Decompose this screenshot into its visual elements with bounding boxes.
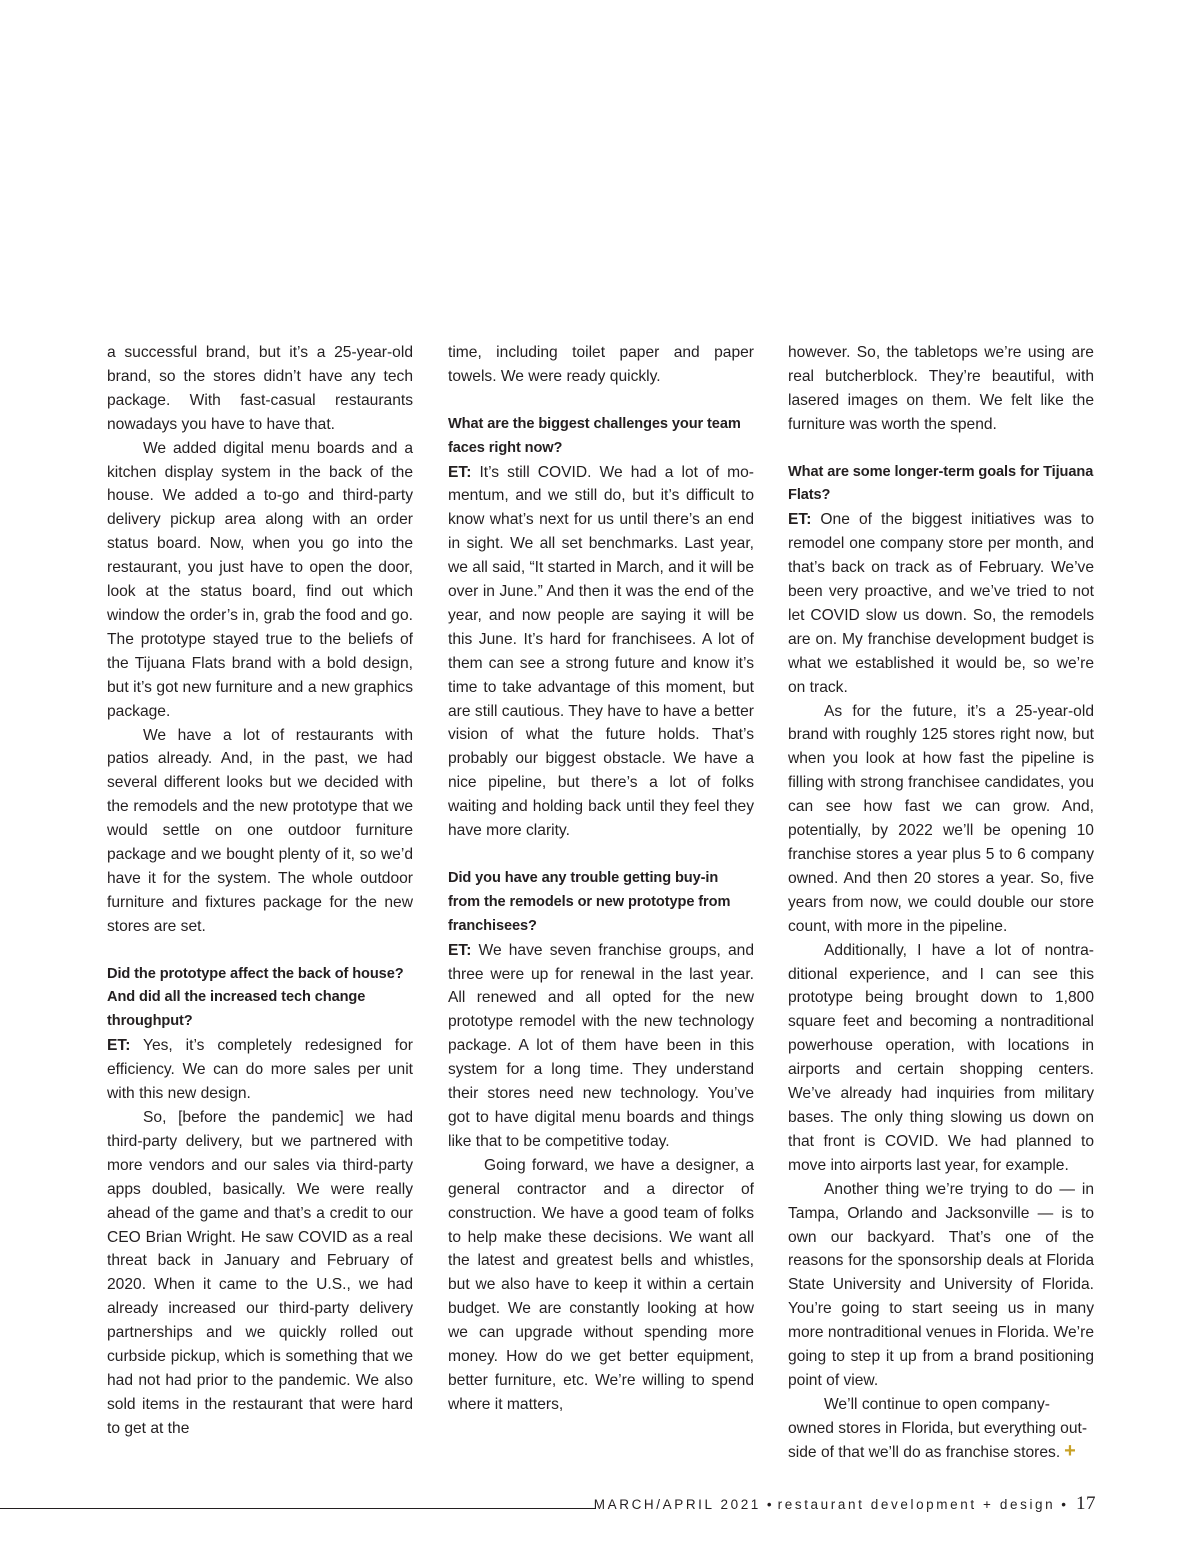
article-column-2: [448, 341, 754, 1417]
bullet-separator: •: [1061, 1497, 1066, 1512]
interview-question: Did the prototype affect the back of house? And did all the increased tech change throughput?: [107, 965, 404, 1030]
interview-answer: [448, 461, 754, 844]
paragraph: As for the future, it’s a 25-year-old brand with roughly 125 stores right now, but when you look at how fast the pipeline is filling with strong franchisee candidates, you can see how fast we can grow. And, potentially, by 2022 we’ll be opening 10 franchise stores a year plus 5 to 6 company owned. And then 20 stores a year. So, five years from now, we could double our store count, with more in the pipeline.: [788, 702, 1094, 935]
answer-text: It’s still COVID. We had a lot of momentum, and we still do, but it’s difficult to know what’s next for us until there’s an end in sight. We all set benchmarks. Last year, we all said, “It started in March, and it will be over in June.” And then it was the end of the year, and now people are saying it will be this June. It’s hard for franchisees. A lot of them can see a strong future and know it’s time to take advantage of this moment, but are still cautious. They have to have a better vision of what the future holds. That’s probably our biggest obstacle. We have a nice pipeline, but there’s a lot of folks waiting and holding back until they feel they have more clarity.: [448, 463, 754, 840]
speaker-label: ET:: [448, 463, 472, 481]
answer-text: We have seven franchise groups, and three were up for renewal in the last year. All renewed and all opted for the new prototype remodel with the new technology package. A lot of them have been in this system for a long time. They understand their stores need new technology. You’ve got to have digital menu boards and things like that to be competitive today.: [448, 941, 754, 1150]
paragraph: time, including toilet paper and paper towels. We were ready quickly.: [448, 344, 754, 385]
bullet-separator: •: [766, 1497, 772, 1512]
paragraph: Additionally, I have a lot of nontraditional experience, and I can see this prototype being brought down to 1,800 square feet and becoming a nontraditional powerhouse operation, with locations in airports and certain shopping centers. We’ve already had inquiries from military bases. The only thing slowing us down on that front is COVID. We had planned to move into airports last year, for example.: [788, 941, 1094, 1174]
interview-answer: [788, 508, 1094, 699]
paragraph: a successful brand, but it’s a 25-year-old brand, so the stores didn’t have any tech package. With fast-casual restaurants nowadays you have to have that.: [107, 344, 413, 433]
answer-text: Yes, it’s completely redesigned for efficiency. We can do more sales per unit with this new design.: [107, 1037, 413, 1103]
end-mark-icon: +: [1064, 1439, 1076, 1462]
footer-rule: [0, 1508, 596, 1509]
page-footer: [594, 1493, 1096, 1515]
closing-paragraph: [788, 1393, 1094, 1465]
answer-text: One of the biggest initiatives was to remodel one company store per month, and that’s back on track as of February. We’ve been very proactive, and we’ve tried to not let COVID slow us down. So, the remodels are on. My franchise development budget is what we established it would be, so we’re on track.: [788, 511, 1094, 696]
interview-question: What are some longer-term goals for Tijuana Flats?: [788, 463, 1094, 504]
interview-question: Did you have any trouble getting buy-in from the remodels or new prototype from franchisees?: [448, 869, 731, 934]
paragraph: Going forward, we have a designer, a general contractor and a director of construction. We have a good team of folks to help make these decisions. We want all the latest and greatest bells and whistles, but we also have to keep it within a certain budget. We are constantly looking at how we can upgrade without spending more money. How do we get better equipment, better furniture, etc. We’re willing to spend where it matters,: [448, 1156, 754, 1413]
page-number: 17: [1076, 1493, 1096, 1514]
magazine-name: restaurant development + design: [777, 1497, 1056, 1512]
paragraph: So, [before the pandemic] we had third-party delivery, but we partnered with more vendors and our sales via third-party apps doubled, basically. We were really ahead of the game and that’s a credit to our CEO Brian Wright. He saw COVID as a real threat back in January and February of 2020. When it came to the U.S., we had already increased our third-party delivery partnerships and we quickly rolled out curbside pickup, which is something that we had not had prior to the pandemic. We also sold items in the restaurant that were hard to get at the: [107, 1108, 413, 1437]
speaker-label: ET:: [788, 511, 812, 529]
paragraph: We added digital menu boards and a kitchen display system in the back of the house. We added a to-go and third-party delivery pickup area along with an order status board. Now, when you go into the restaurant, you just have to open the door, look at the status board, find out which window the order’s in, grab the food and go. The prototype stayed true to the beliefs of the Tijuana Flats brand with a bold design, but it’s got new furniture and a new graphics package.: [107, 439, 413, 720]
interview-question: What are the biggest challenges your team faces right now?: [448, 415, 741, 456]
issue-date: MARCH/APRIL 2021: [593, 1497, 761, 1512]
article-column-1: [107, 341, 413, 1441]
interview-answer: [107, 1034, 413, 1106]
speaker-label: ET:: [448, 941, 472, 959]
paragraph: We have a lot of restaurants with patios already. And, in the past, we had several different looks but we decided with the remodels and the new prototype that we would settle on one outdoor furniture package and we bought plenty of it, so we’d have it for the system. The whole outdoor furniture and fixtures package for the new stores are set.: [107, 726, 413, 935]
speaker-label: ET:: [107, 1037, 131, 1055]
paragraph-text: We’ll continue to open company-owned stores in Florida, but everything outside of that we’ll do as franchise stores.: [788, 1395, 1088, 1461]
interview-answer: [448, 939, 754, 1154]
paragraph: Another thing we’re trying to do — in Tampa, Orlando and Jacksonville — is to own our backyard. That’s one of the reasons for the sponsorship deals at Florida State University and University of Florida. You’re going to start seeing us in many more nontraditional venues in Florida. We’re going to step it up from a brand positioning point of view.: [788, 1180, 1094, 1389]
article-column-3: [788, 341, 1094, 1465]
paragraph: however. So, the tabletops we’re using are real butcherblock. They’re beautiful, with lasered images on them. We felt like the furniture was worth the spend.: [788, 344, 1094, 433]
